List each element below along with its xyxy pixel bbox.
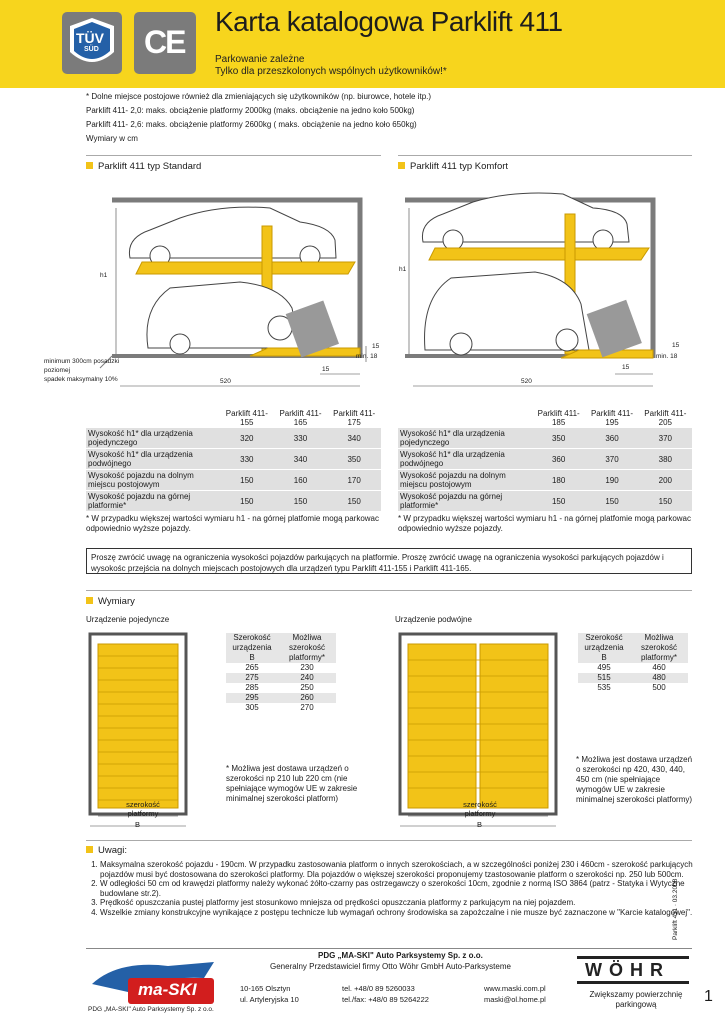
col-header: Parklift 411-205 <box>639 408 692 428</box>
footer-tel: tel. +48/0 89 5260033 <box>342 984 415 993</box>
row-label: Wysokość pojazdu na górnej platformie* <box>398 491 532 512</box>
dim-h1: h1 <box>100 272 108 279</box>
cell: 330 <box>220 449 274 470</box>
wohr-logo <box>577 956 689 984</box>
cell: 275 <box>226 673 278 683</box>
dim-15-a: 15 <box>322 366 330 373</box>
cell: 360 <box>532 449 585 470</box>
row-label: Wysokość h1* dla urządzenia podwójnego <box>86 449 220 470</box>
notice-box: Proszę zwrócić uwagę na ograniczenia wysokości pojazdów parkujących na platformie. Proszę zwrócić uwagę na ograniczenia wysokości parkujących pojazdów i wysokośc przejścia na dolnych miejscach postojowych dla urządzeń typu Parklift 411-155 i Parklift 411-165. <box>86 548 692 574</box>
cell: 150 <box>639 491 692 512</box>
cell: 295 <box>226 693 278 703</box>
footer-company2: Generalny Przedstawiciel firmy Otto Wöhr GmbH Auto-Parksysteme <box>270 962 511 971</box>
intro-line-2: Parklift 411- 2,0: maks. obciążenie platformy 2000kg (maks. obciążenie na jedno koło 500kg) <box>86 106 415 115</box>
cell: 160 <box>274 470 328 491</box>
footer-company: PDG „MA-SKI" Auto Parksystemy Sp. z o.o. <box>318 951 483 960</box>
cell: 380 <box>639 449 692 470</box>
subtitle-2: Tylko dla przeszkolonych wspólnych użytkowników!* <box>215 66 447 77</box>
heading-uwagi-text: Uwagi: <box>98 845 128 856</box>
spec-table-standard <box>86 408 381 512</box>
side-label: Parklift 411 · 03.2008 <box>672 878 679 940</box>
row-label: Wysokość pojazdu na dolnym miejscu postojowym <box>398 470 532 491</box>
double-note: * Możliwa jest dostawa urządzeń o szerokości np 420, 430, 440, 450 cm (nie spełniające wymogów UE w zakresie minimalnej szerokości platformy) <box>576 755 693 804</box>
heading-standard-text: Parklift 411 typ Standard <box>98 161 202 172</box>
intro-line-3: Parklift 411- 2,6: maks. obciążenie platformy 2600kg ( maks. obciążenie na jedno koło 650kg) <box>86 120 417 129</box>
footnote-standard: * W przypadku większej wartości wymiaru h1 - na górnej platfomie mogą parkowac odpowiednio wyższe pojazdy. <box>86 514 380 533</box>
spec-table-komfort <box>398 408 692 512</box>
single-b-label: B <box>135 820 141 829</box>
dim-min18: min. 18 <box>356 353 378 360</box>
single-note: * Możliwa jest dostawa urządzeń o szerokości np 210 lub 220 cm (nie spełniające wymogów UE w zakresie minimalnej szerokości platform) <box>226 764 358 803</box>
cell: 500 <box>652 683 666 692</box>
double-plat-label: szerokość platformy <box>463 800 497 818</box>
heading-komfort <box>398 161 508 172</box>
double-title: Urządzenie podwójne <box>395 615 472 624</box>
cell: 190 <box>585 470 638 491</box>
cell: 320 <box>220 428 274 449</box>
cell: 305 <box>245 703 259 712</box>
table-row <box>398 470 692 491</box>
col-header: Szerokość urządzenia B <box>578 633 630 663</box>
cell: 350 <box>532 428 585 449</box>
heading-wymiary-text: Wymiary <box>98 596 135 607</box>
slogan: Zwiększamy powierzchnię parkingową <box>589 990 683 1009</box>
table-row <box>86 428 381 449</box>
list-item: 1. Maksymalna szerokość pojazdu - 190cm. W przypadku zastosowania platform o innych szerokościach, a w szczególności poniżej 230 i 460cm - szerokość parkujących pojazdów musi być dostosowana do szerokości platformy. Dla pojazdów o większej szerokości proponujemy tzastosowanie platform o szerokości np. 250 lub 500cm. <box>100 860 712 879</box>
cell: 260 <box>278 693 336 703</box>
heading-uwagi <box>86 845 127 856</box>
col-header: Możliwa szerokość platformy* <box>630 633 688 663</box>
cell: 370 <box>639 428 692 449</box>
cell: 150 <box>220 470 274 491</box>
cell: 350 <box>327 449 381 470</box>
bullet-square-icon <box>86 162 93 169</box>
dim-520: 520 <box>220 378 231 385</box>
dim-15-b-komfort: 15 <box>672 342 680 349</box>
intro-line-4: Wymiary w cm <box>86 134 138 143</box>
col-header: Parklift 411-175 <box>327 408 381 428</box>
double-b-label: B <box>477 820 483 829</box>
cell: 495 <box>597 663 611 672</box>
cell: 330 <box>274 428 328 449</box>
ce-mark: CE <box>144 24 185 60</box>
dim-15-b: 15 <box>372 343 380 350</box>
tuv-text: TÜV <box>76 30 104 46</box>
cell: 150 <box>532 491 585 512</box>
cell: 180 <box>532 470 585 491</box>
divider-wymiary <box>86 590 692 591</box>
uwagi-list <box>86 860 712 917</box>
cell: 265 <box>245 663 259 672</box>
col-header: Parklift 411-165 <box>274 408 328 428</box>
heading-standard <box>86 161 201 172</box>
cell: 285 <box>245 683 259 692</box>
divider-komfort <box>398 155 692 156</box>
intro-line-1: * Dolne miejsce postojowe również dla zmieniających się użytkowników (np. biurowce, hotele itp.) <box>86 92 432 101</box>
divider-footer <box>86 948 692 949</box>
cell: 150 <box>585 491 638 512</box>
tuv-sub: SÜD <box>84 46 99 53</box>
cell: 340 <box>327 428 381 449</box>
page-title: Karta katalogowa Parklift 411 <box>215 6 563 37</box>
footer-web[interactable]: www.maski.com.pl <box>484 984 546 993</box>
cell: 170 <box>327 470 381 491</box>
cell: 480 <box>630 673 688 683</box>
ce-logo <box>134 12 196 74</box>
bullet-square-icon <box>398 162 405 169</box>
cell: 270 <box>300 703 314 712</box>
cell: 150 <box>220 491 274 512</box>
footnote-komfort: * W przypadku większej wartości wymiaru h1 - na górnej platfomie mogą parkowac odpowiednio wyższe pojazdy. <box>398 514 692 533</box>
floor-note-1: minimum 300cm posadzki <box>44 358 120 365</box>
bullet-square-icon <box>86 597 93 604</box>
col-header: Szerokość urządzenia B <box>226 633 278 663</box>
single-width-table <box>226 633 336 713</box>
cell: 150 <box>327 491 381 512</box>
row-label: Wysokość h1* dla urządzenia podwójnego <box>398 449 532 470</box>
tuv-logo <box>62 12 122 74</box>
footer-addr2: ul. Artyleryjska 10 <box>240 995 299 1004</box>
footer-fax: tel./fax: +48/0 89 5264222 <box>342 995 429 1004</box>
floor-note-3: spadek maksymalny 10% <box>44 376 118 383</box>
cell: 535 <box>597 683 611 692</box>
bullet-square-icon <box>86 846 93 853</box>
col-header: Parklift 411-155 <box>220 408 274 428</box>
cell: 150 <box>274 491 328 512</box>
table-row <box>86 491 381 512</box>
dim-520-komfort: 520 <box>521 378 532 385</box>
col-header: Parklift 411-195 <box>585 408 638 428</box>
cell: 250 <box>300 683 314 692</box>
cell: 370 <box>585 449 638 470</box>
cell: 340 <box>274 449 328 470</box>
row-label: Wysokość pojazdu na górnej platformie* <box>86 491 220 512</box>
heading-komfort-text: Parklift 411 typ Komfort <box>410 161 509 172</box>
cell: 230 <box>300 663 314 672</box>
single-plat-label: szerokość platformy <box>126 800 160 818</box>
table-row <box>86 470 381 491</box>
dim-min18-komfort: min. 18 <box>656 353 678 360</box>
table-row <box>398 449 692 470</box>
double-width-table <box>578 633 688 693</box>
table-row <box>398 428 692 449</box>
table-header-row <box>86 408 381 428</box>
subtitle-1: Parkowanie zależne <box>215 54 305 65</box>
table-row <box>86 449 381 470</box>
row-label: Wysokość pojazdu na dolnym miejscu postojowym <box>86 470 220 491</box>
list-item: 2. W odległości 50 cm od krawędzi platformy należy wykonać żółto-czarny pas ostrzegawczy o szerokości 10cm, zgodnie z normą ISO 3864 (patrz - Statyka i Wytyczne budowlane str.2). <box>100 879 712 898</box>
col-header: Możliwa szerokość platformy* <box>278 633 336 663</box>
footer-addr1: 10-165 Olsztyn <box>240 984 291 993</box>
dim-15-a-komfort: 15 <box>622 364 630 371</box>
divider-standard <box>86 155 381 156</box>
cell: 200 <box>639 470 692 491</box>
maski-logo-text: ma-SKI <box>138 980 197 999</box>
row-label: Wysokość h1* dla urządzenia pojedynczego <box>86 428 220 449</box>
maski-logo <box>88 956 218 1014</box>
page-number: 1 <box>704 988 713 1005</box>
dim-h1-komfort: h1 <box>399 266 407 273</box>
row-label: Wysokość h1* dla urządzenia pojedynczego <box>398 428 532 449</box>
single-title: Urządzenie pojedyncze <box>86 615 170 624</box>
wohr-logo-text: WÖHR <box>585 960 670 980</box>
cell: 240 <box>278 673 336 683</box>
list-item: 3. Prędkość opuszczania pustej platformy jest stosunkowo mniejsza od prędkości opuszczania platformy z parkującym na niej pojazdem. <box>100 898 712 908</box>
floor-note-2: poziomej <box>44 367 71 374</box>
divider-uwagi <box>86 840 692 841</box>
heading-wymiary <box>86 596 135 607</box>
table-header-row <box>398 408 692 428</box>
cell: 360 <box>585 428 638 449</box>
footer-mail[interactable]: maski@ol.home.pl <box>484 995 546 1004</box>
diagram-komfort <box>395 178 695 390</box>
cell: 515 <box>578 673 630 683</box>
list-item: 4. Wszelkie zmiany konstrukcyjne wynikające z postępu technicze lub wymagań ochrony środowiska sa zapożczalne i nie musze być zaznaczone w "Karcie katalogowej". <box>100 908 712 918</box>
col-header: Parklift 411-185 <box>532 408 585 428</box>
maski-caption: PDG „MA-SKI" Auto Parksystemy Sp. z o.o. <box>88 1006 214 1013</box>
table-row <box>398 491 692 512</box>
cell: 460 <box>652 663 666 672</box>
